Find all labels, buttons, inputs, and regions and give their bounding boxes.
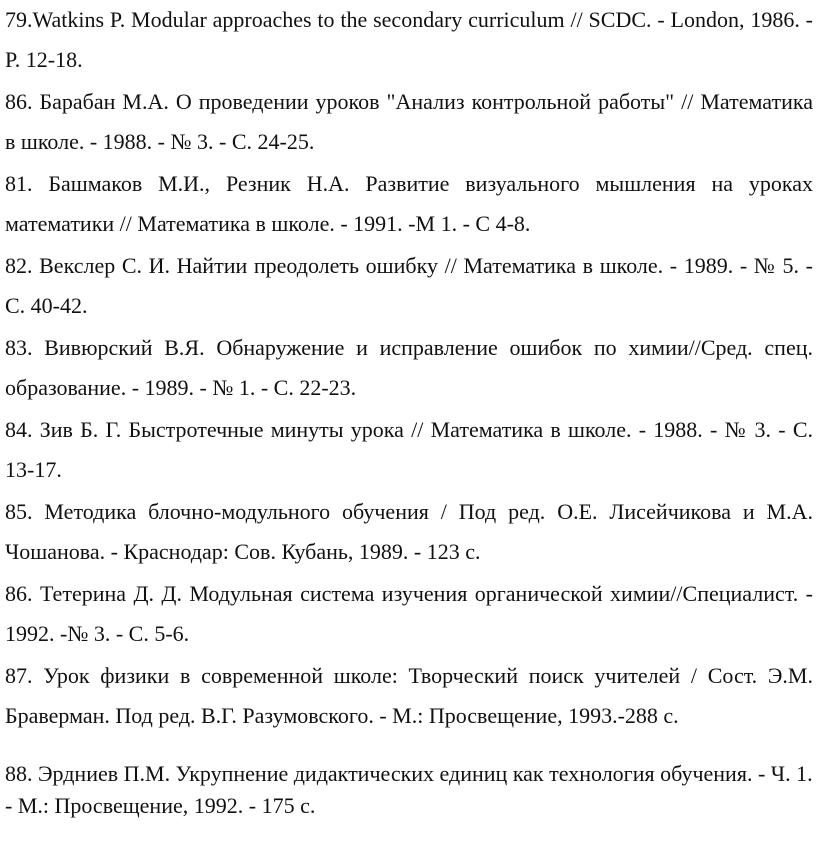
reference-entry: 84. Зив Б. Г. Быстротечные минуты урока // Математика в школе. - 1988. - № 3. - С. 13-17.	[5, 417, 813, 482]
reference-entry: 87. Урок физики в современной школе: Творческий поиск учителей / Сост. Э.М. Браверман. Под ред. В.Г. Разумовского. - М.: Просвещение, 1993.-288 с.	[5, 663, 813, 728]
reference-entry: 82. Векслер С. И. Найтии преодолеть ошибку // Математика в школе. - 1989. - № 5. - С. 40-42.	[5, 253, 813, 318]
reference-entry: 85. Методика блочно-модульного обучения / Под ред. О.Е. Лисейчикова и М.А. Чошанова. - Краснодар: Сов. Кубань, 1989. - 123 с.	[5, 499, 813, 564]
reference-entry: 81. Башмаков М.И., Резник Н.А. Развитие визуального мышления на уроках математики // Математика в школе. - 1991. -М 1. - С 4-8.	[5, 171, 813, 236]
reference-entry: 79.Watkins P. Modular approaches to the secondary curriculum // SCDC. - London, 1986. - P. 12-18.	[5, 7, 813, 72]
reference-entry: 83. Вивюрский В.Я. Обнаружение и исправление ошибок по химии//Сред. спец. образование. - 1989. - № 1. - С. 22-23.	[5, 335, 813, 400]
reference-entry: 86. Тетерина Д. Д. Модульная система изучения органической химии//Специалист. - 1992. -№ 3. - С. 5-6.	[5, 581, 813, 646]
reference-entry: 86. Барабан М.А. О проведении уроков "Анализ контрольной работы" // Математика в школе. - 1988. - № 3. - С. 24-25.	[5, 89, 813, 154]
reference-entry: 88. Эрдниев П.М. Укрупнение дидактических единиц как технология обучения. - Ч. 1. - М.: Просвещение, 1992. - 175 с.	[5, 761, 813, 818]
